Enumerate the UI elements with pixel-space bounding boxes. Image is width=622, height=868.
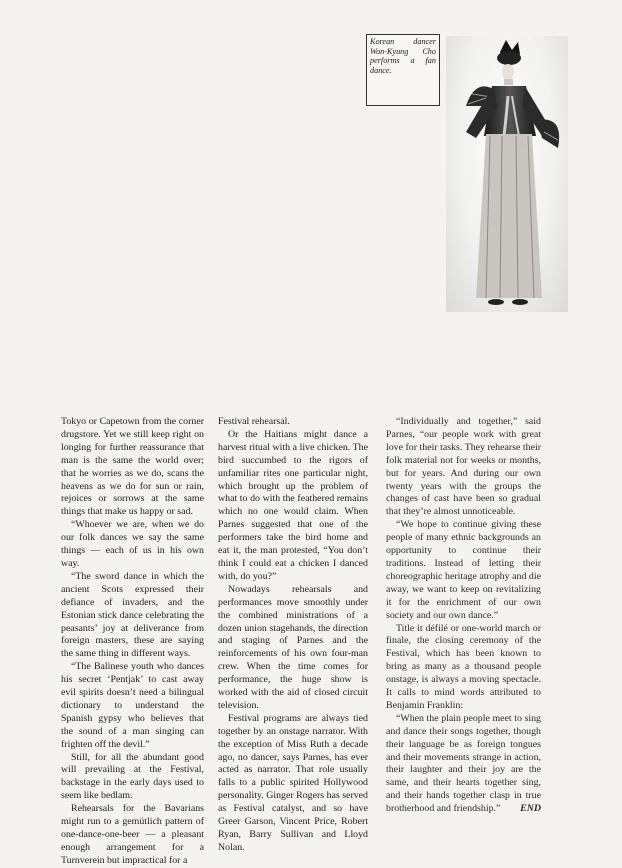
paragraph: “We hope to continue giving these people of many ethnic backgrounds an opportunity to continue their traditions. Instead of letting their choreographic heritage atrophy and die away, we want to keep on revitalizing it for the enrichment of our own society and our own dance.” [386,519,541,621]
paragraph: “Whoever we are, when we do our folk dances we say the same things — each of us in his own way. [61,519,204,569]
dancer-photo [446,36,568,312]
paragraph: “The sword dance in which the ancient Scots expressed their defiance of invaders, and the Estonian stick dance celebrating the peasants’ joy at deliverance from foreign masters, these are saying the same thing in different ways. [61,570,204,660]
paragraph: Tokyo or Capetown from the corner drugstore. Yet we still keep right on longing for further reassurance that man is the same the world over; that he worries as we do, scans the heavens as we do for sun or rain, rejoices or sorrows at the same things that make us happy or sad. [61,416,204,518]
photo-caption-text: Korean dancer Won-Kyung Cho performs a fan dance. [370,37,436,75]
paragraph: “Individually and together,” said Parnes, “our people work with great love for their tasks. They rehearse their folk material not for weeks or months, but for years. And during our own twenty years with the groups the changes of cast have been so gradual that they’re almost unnoticeable. [386,416,541,518]
paragraph: Festival programs are always tied together by an onstage narrator. With the exception of Miss Ruth a decade ago, no dancer, says Parnes, has ever acted as narrator. That role usually falls to a public spirited Hollywood personality. Ginger Rogers has served as Festival catalyst, and so have Greer Garson, Vincent Price, Robert Ryan, Barry Sullivan and Lloyd Nolan. [218,712,368,853]
end-mark: END [520,803,541,815]
photo-caption [366,34,440,106]
paragraph: Title it défilé or one-world march or finale, the closing ceremony of the Festival, which has been known to bring as many as a thousand people onstage, is always a moving spectacle. It calls to mind words attributed to Benjamin Franklin: [386,622,541,711]
paragraph: “The Balinese youth who dances his secret ‘Pentjak’ to cast away evil spirits doesn’t need a bilingual dictionary to understand the Spanish gypsy who believes that the sound of a man singing can frighten off the devil.” [61,661,204,750]
paragraph: Still, for all the abundant good will prevailing at the Festival, backstage in the early days used to seem like bedlam. [61,751,204,802]
column-3 [386,416,541,816]
dancer-figure [446,36,568,312]
paragraph: “When the plain people meet to sing and dance their songs together, though their language be as foreign tongues and their movements strange in action, their laughter and their joy are the same, and their hearts together sing, and their hands together clasp in true brotherhood and friendship.” [386,712,541,815]
paragraph: Festival rehearsal. [218,416,290,427]
paragraph: Nowadays rehearsals and performances move smoothly under the combined ministrations of a dozen union stagehands, the direction and staging of Parnes and the reinforcements of his own four-man crew. When the time comes for performance, the huge show is worked with the aid of closed circuit television. [218,583,368,711]
paragraph: Or the Haitians might dance a harvest ritual with a live chicken. The bird succumbed to the rigors of unfamiliar rites one particular night, which brought up the problem of what to do with the feathered remains which no one would claim. When Parnes suggested that one of the performers take the bird home and eat it, the man protested, “You don’t think I could eat a chicken I danced with, do you?” [218,428,368,582]
column-2 [218,416,368,855]
paragraph: Rehearsals for the Bavarians might run to a gemütlich pattern of one-dance-one-beer — a pleasant enough arrangement for a Turnverein but impractical for a [61,803,204,866]
